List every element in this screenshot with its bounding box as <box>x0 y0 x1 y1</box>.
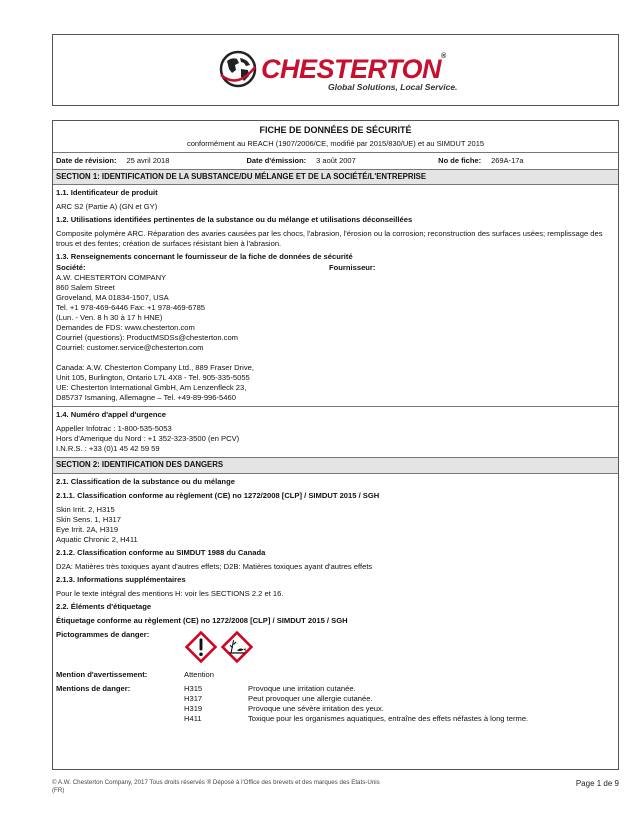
h-2-1-1: 2.1.1. Classification conforme au règlement (CE) no 1272/2008 [CLP] / SIMDUT 2015 / SGH <box>56 490 380 500</box>
copyright: © A.W. Chesterton Company, 2017 Tous droits réservés ® Déposé à l'Office des brevets et des marques des Etats-Unis <box>52 779 380 786</box>
company-line: A.W. CHESTERTON COMPANY <box>56 273 167 283</box>
company-line: Courriel: customer.service@chesterton.com <box>56 343 204 353</box>
sheet-number-label: No de fiche: <box>438 155 482 165</box>
signal-row <box>56 670 615 680</box>
pictograms-label: Pictogrammes de danger: <box>56 629 150 639</box>
other-line: UE: Chesterton International GmbH, Am Lenzenfleck 23, <box>56 383 247 393</box>
section2-body <box>53 474 618 727</box>
product-identifier: ARC S2 (Partie A) (GN et GY) <box>56 201 158 211</box>
classification-item: Skin Irrit. 2, H315 <box>56 504 115 514</box>
h-1-1: 1.1. Identificateur de produit <box>56 187 158 197</box>
company-line: Courriel (questions): ProductMSDSs@chesterton.com <box>56 333 239 343</box>
supplier-label: Fournisseur: <box>329 263 376 273</box>
logo-box <box>52 34 619 106</box>
hazard-statement: H319 Provoque une sévère irritation des yeux. <box>184 703 384 713</box>
company-line: (Lun. - Ven. 8 h 30 à 17 h HNE) <box>56 313 163 323</box>
emergency-line: I.N.R.S. : +33 (0)1 45 42 59 59 <box>56 444 160 454</box>
hazard-statements-row <box>56 684 615 724</box>
hazard-statements-label: Mentions de danger: <box>56 683 131 693</box>
hazard-statement: H317 Peut provoquer une allergie cutanée. <box>184 693 373 703</box>
signal-word: Attention <box>184 669 214 679</box>
h-2-1-3: 2.1.3. Informations supplémentaires <box>56 574 186 584</box>
other-line: Unit 105, Burlington, Ontario L7L 4X8 - Tel. 905-335-5055 <box>56 373 250 383</box>
emission-date: 3 août 2007 <box>316 155 356 165</box>
hazard-statement: H315 Provoque une irritation cutanée. <box>184 683 356 693</box>
title-row <box>53 121 618 153</box>
document-subtitle: conformément au REACH (1907/2006/CE, modifié par 2015/830/UE) et au SIMDUT 2015 <box>186 138 485 148</box>
company-line: 860 Salem Street <box>56 283 115 293</box>
company-info <box>56 263 329 403</box>
emergency-line: Appeller Infotrac : 1-800-535-5053 <box>56 424 172 434</box>
footer <box>52 779 619 795</box>
other-line: D85737 Ismaning, Allemagne – Tel. +49-89-996-5460 <box>56 393 236 403</box>
emission-date-label: Date d'émission: <box>246 155 307 165</box>
product-uses: Composite polymère ARC. Réparation des avaries causées par les chocs, l'abrasion, l'érosion ou la corrosion; reconstruction des surfaces usées; remplissage des trous et des fentes; création de surfaces résistant bien à l'abrasion. <box>56 228 603 248</box>
company-line: Demandes de FDS: www.chesterton.com <box>56 323 195 333</box>
section2-heading: SECTION 2: IDENTIFICATION DES DANGERS <box>53 458 618 473</box>
pictograms-row <box>56 630 615 668</box>
sds-document <box>52 120 619 770</box>
document-title: FICHE DE DONNÉES DE SÉCURITÉ <box>259 125 412 135</box>
company-label: Société: <box>56 263 86 273</box>
emergency-line: Hors d'Amerique du Nord : +1 352-323-3500 (en PCV) <box>56 434 240 444</box>
section1-heading: SECTION 1: IDENTIFICATION DE LA SUBSTANCE/DU MÉLANGE ET DE LA SOCIÉTÉ/L'ENTREPRISE <box>53 170 618 185</box>
classification-item: Aquatic Chronic 2, H411 <box>56 534 138 544</box>
supplier-columns <box>56 263 615 403</box>
h-1-4: 1.4. Numéro d'appel d'urgence <box>56 410 166 420</box>
sheet-number: 269A-17a <box>491 155 524 165</box>
globe-icon <box>218 49 258 89</box>
company-line: Groveland, MA 01834-1507, USA <box>56 293 169 303</box>
dates-row <box>53 153 618 170</box>
h-1-3: 1.3. Renseignements concernant le fournisseur de la fiche de données de sécurité <box>56 252 353 262</box>
classification-item: Eye Irrit. 2A, H319 <box>56 524 119 534</box>
revision-date: 25 avril 2018 <box>126 155 170 165</box>
copyright-locale: (FR) <box>52 787 65 795</box>
brand-name: CHESTERTON® <box>261 53 446 84</box>
environment-pictogram-icon <box>220 630 254 664</box>
h-2-1: 2.1. Classification de la substance ou du mélange <box>56 476 235 486</box>
section1-4 <box>53 407 618 458</box>
brand-tagline: Global Solutions, Local Service. <box>328 82 458 92</box>
chesterton-logo <box>218 49 458 93</box>
revision-date-label: Date de révision: <box>56 155 117 165</box>
h-2-2: 2.2. Éléments d'étiquetage <box>56 601 152 611</box>
company-line: Tel. +1 978-469-6446 Fax: +1 978-469-6785 <box>56 303 206 313</box>
labelling-heading: Étiquetage conforme au règlement (CE) no 1272/2008 [CLP] / SIMDUT 2015 / SGH <box>56 615 348 625</box>
other-line: Canada: A.W. Chesterton Company Ltd., 889 Fraser Drive, <box>56 363 254 373</box>
h-2-1-2: 2.1.2. Classification conforme au SIMDUT 1988 du Canada <box>56 547 266 557</box>
classification-item: Skin Sens. 1, H317 <box>56 514 122 524</box>
h-1-2: 1.2. Utilisations identifiées pertinentes de la substance ou du mélange et utilisations déconseillées <box>56 214 413 224</box>
exclamation-mark-pictogram-icon <box>184 630 218 664</box>
supplementary-info: Pour le texte intégral des mentions H: voir les SECTIONS 2.2 et 16. <box>56 588 284 598</box>
hazard-statement: H411 Toxique pour les organismes aquatiques, entraîne des effets néfastes à long terme. <box>184 713 529 723</box>
section1-1 <box>53 185 618 407</box>
simdut-classification: D2A: Matières très toxiques ayant d'autres effets; D2B: Matières toxiques ayant d'autres effets <box>56 561 373 571</box>
signal-word-label: Mention d'avertissement: <box>56 669 148 679</box>
page-number: Page 1 de 9 <box>575 779 619 788</box>
